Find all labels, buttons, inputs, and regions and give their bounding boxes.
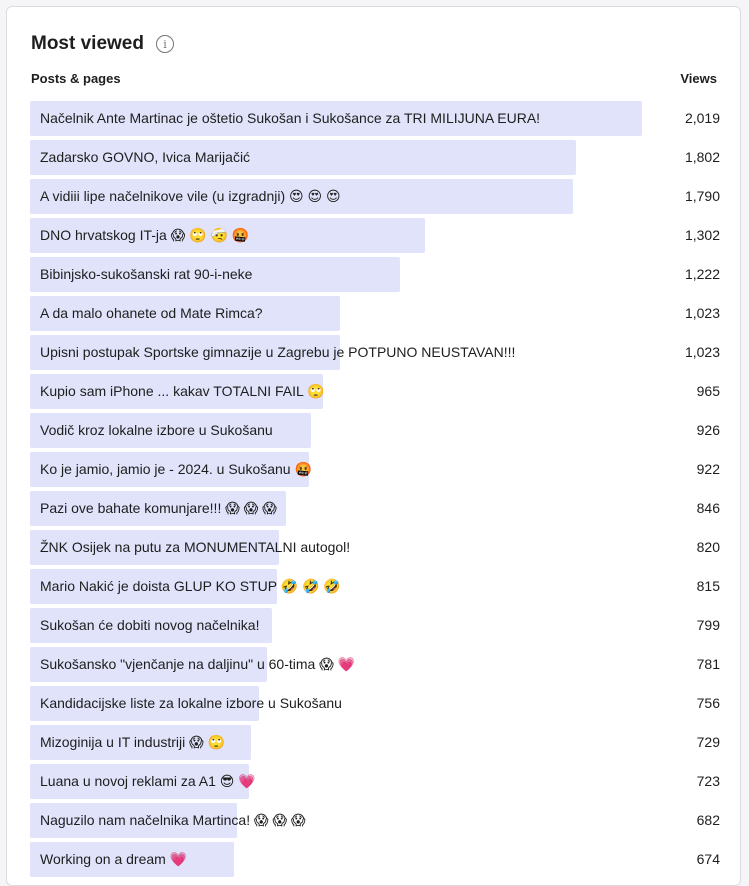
- most-viewed-card: [6, 6, 741, 886]
- views-count: 1,023: [684, 305, 720, 321]
- post-title-link[interactable]: Sukošan će dobiti novog načelnika!: [40, 617, 260, 633]
- views-count: 723: [696, 773, 720, 789]
- views-count: 1,023: [684, 344, 720, 360]
- most-viewed-list: [30, 101, 720, 881]
- views-count: 781: [696, 656, 720, 672]
- list-item[interactable]: [30, 803, 720, 838]
- post-title-link[interactable]: Upisni postupak Sportske gimnazije u Zagrebu je POTPUNO NEUSTAVAN!!!: [40, 344, 516, 360]
- views-column-header: Views: [680, 71, 717, 86]
- post-title-link[interactable]: Working on a dream 💗: [40, 851, 188, 867]
- post-title-link[interactable]: ŽNK Osijek na putu za MONUMENTALNI autogol!: [40, 539, 351, 555]
- post-title-link[interactable]: Sukošansko "vjenčanje na daljinu" u 60-tima 😱 💗: [40, 656, 356, 672]
- post-title-link[interactable]: Načelnik Ante Martinac je oštetio Sukošan i Sukošance za TRI MILIJUNA EURA!: [40, 110, 541, 126]
- list-item[interactable]: [30, 101, 720, 136]
- views-count: 799: [696, 617, 720, 633]
- list-item[interactable]: [30, 530, 720, 565]
- list-item[interactable]: [30, 257, 720, 292]
- post-title-link[interactable]: Kupio sam iPhone ... kakav TOTALNI FAIL 🙄: [40, 383, 325, 399]
- post-title-link[interactable]: DNO hrvatskog IT-ja 😱 🙄 🤕 🤬: [40, 227, 250, 243]
- views-count: 1,802: [684, 149, 720, 165]
- post-title-link[interactable]: Vodič kroz lokalne izbore u Sukošanu: [40, 422, 273, 438]
- views-count: 2,019: [684, 110, 720, 126]
- card-title: Most viewed: [31, 33, 144, 54]
- list-item[interactable]: [30, 374, 720, 409]
- list-item[interactable]: [30, 335, 720, 370]
- post-title-link[interactable]: Pazi ove bahate komunjare!!! 😱 😱 😱: [40, 500, 277, 516]
- views-count: 926: [696, 422, 720, 438]
- list-item[interactable]: [30, 686, 720, 721]
- posts-column-header: Posts & pages: [31, 71, 121, 86]
- card-header: [31, 33, 174, 55]
- views-count: 1,302: [684, 227, 720, 243]
- list-item[interactable]: [30, 764, 720, 799]
- list-item[interactable]: [30, 491, 720, 526]
- views-count: 1,222: [684, 266, 720, 282]
- list-item[interactable]: [30, 413, 720, 448]
- post-title-link[interactable]: Naguzilo nam načelnika Martinca! 😱 😱 😱: [40, 812, 306, 828]
- post-title-link[interactable]: Luana u novoj reklami za A1 😎 💗: [40, 773, 256, 789]
- views-count: 922: [696, 461, 720, 477]
- post-title-link[interactable]: Mizoginija u IT industriji 😱 🙄: [40, 734, 226, 750]
- views-count: 1,790: [684, 188, 720, 204]
- post-title-link[interactable]: Ko je jamio, jamio je - 2024. u Sukošanu 🤬: [40, 461, 312, 477]
- post-title-link[interactable]: A da malo ohanete od Mate Rimca?: [40, 305, 263, 321]
- post-title-link[interactable]: A vidiii lipe načelnikove vile (u izgradnji) 😍 😍 😍: [40, 188, 341, 204]
- views-count: 729: [696, 734, 720, 750]
- list-item[interactable]: [30, 140, 720, 175]
- post-title-link[interactable]: Bibinjsko-sukošanski rat 90-i-neke: [40, 266, 253, 282]
- views-count: 965: [696, 383, 720, 399]
- views-count: 846: [696, 500, 720, 516]
- list-item[interactable]: [30, 842, 720, 877]
- list-item[interactable]: [30, 725, 720, 760]
- list-item[interactable]: [30, 569, 720, 604]
- list-item[interactable]: [30, 218, 720, 253]
- list-item[interactable]: [30, 647, 720, 682]
- post-title-link[interactable]: Mario Nakić je doista GLUP KO STUP 🤣 🤣 🤣: [40, 578, 341, 594]
- views-count: 815: [696, 578, 720, 594]
- list-item[interactable]: [30, 608, 720, 643]
- post-title-link[interactable]: Kandidacijske liste za lokalne izbore u Sukošanu: [40, 695, 342, 711]
- views-count: 756: [696, 695, 720, 711]
- post-title-link[interactable]: Zadarsko GOVNO, Ivica Marijačić: [40, 149, 251, 165]
- views-count: 820: [696, 539, 720, 555]
- list-item[interactable]: [30, 452, 720, 487]
- list-item[interactable]: [30, 179, 720, 214]
- views-count: 682: [696, 812, 720, 828]
- list-item[interactable]: [30, 296, 720, 331]
- info-icon[interactable]: i: [156, 35, 174, 53]
- views-count: 674: [696, 851, 720, 867]
